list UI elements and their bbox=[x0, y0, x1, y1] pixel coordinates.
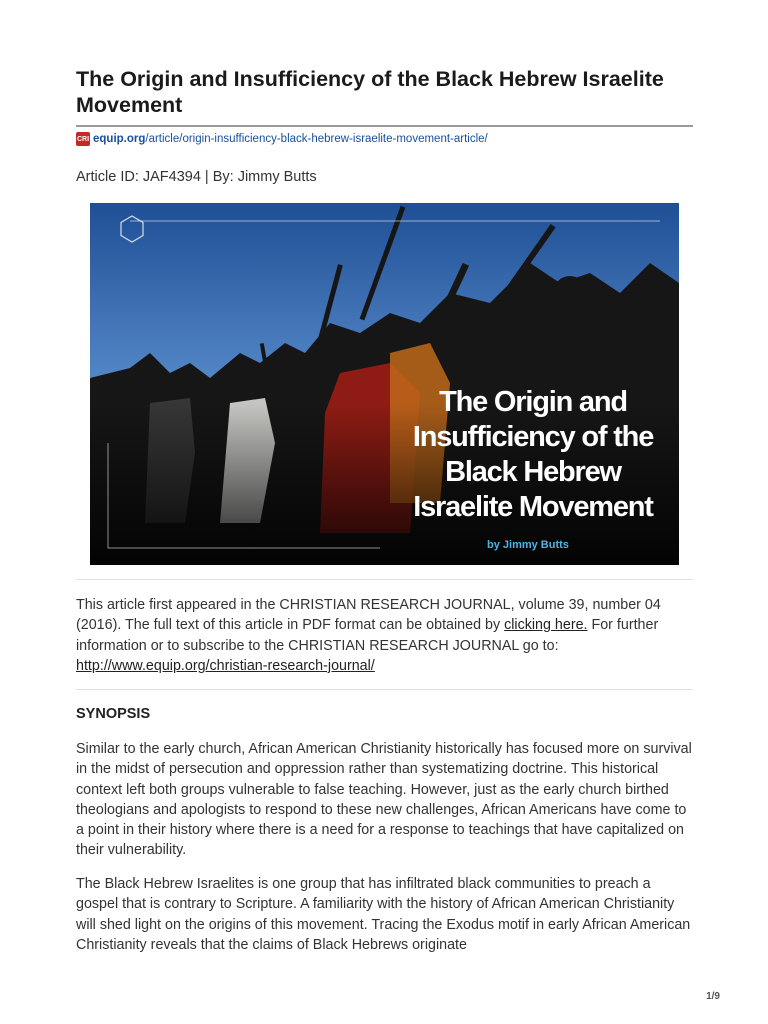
section-divider bbox=[76, 689, 693, 690]
article-meta: Article ID: JAF4394 | By: Jimmy Butts bbox=[76, 169, 317, 185]
body-paragraph: Similar to the early church, African American Christianity historically has focused more on survival in the midst of persecution and oppression rather than systematizing doctrine. This historical context left both groups vulnerable to false teaching. However, just as the early church birthed theologians and apologists to respond to these new challenges, African Americans have come to a point in their history where there is a need for a response to teachings that have capitalized on their vulnerability. bbox=[76, 741, 692, 859]
synopsis-heading: SYNOPSIS bbox=[76, 706, 151, 722]
journal-link[interactable]: http://www.equip.org/christian-research-journal/ bbox=[76, 657, 375, 674]
article-title: The Origin and Insufficiency of the Black Hebrew Israelite Movement bbox=[76, 67, 664, 117]
hero-image bbox=[90, 203, 679, 565]
pdf-link[interactable]: clicking here. bbox=[504, 617, 588, 634]
hero-title: The Origin and Insufficiency of the Black Hebrew Israelite Movement bbox=[412, 386, 654, 523]
section-divider bbox=[76, 579, 693, 580]
body-paragraph: The Black Hebrew Israelites is one group that has infiltrated black communities to preach a gospel that is contrary to Scripture. A familiarity with the history of African American Christianity will shed light on the origins of this movement. Tracing the Exodus motif in early African American Christianity reveals that the claims of Black Hebrews originate bbox=[76, 876, 691, 953]
source-path[interactable]: /article/origin-insufficiency-black-hebrew-israelite-movement-article/ bbox=[145, 133, 488, 145]
title-divider bbox=[76, 125, 693, 127]
intro-text-after-link: For further information or to subscribe to the CHRISTIAN RESEARCH JOURNAL go to: bbox=[76, 617, 659, 654]
source-domain[interactable]: equip.org bbox=[93, 133, 146, 145]
intro-paragraph bbox=[76, 595, 693, 676]
site-logo-icon: CRI bbox=[76, 132, 90, 146]
intro-text-before-link: This article first appeared in the CHRISTIAN RESEARCH JOURNAL, volume 39, number 04 (2016). The full text of this article in PDF format can be obtained by bbox=[76, 597, 661, 634]
hero-byline: by Jimmy Butts bbox=[487, 539, 569, 551]
page-number: 1/9 bbox=[706, 991, 720, 1002]
source-link[interactable] bbox=[76, 130, 488, 148]
